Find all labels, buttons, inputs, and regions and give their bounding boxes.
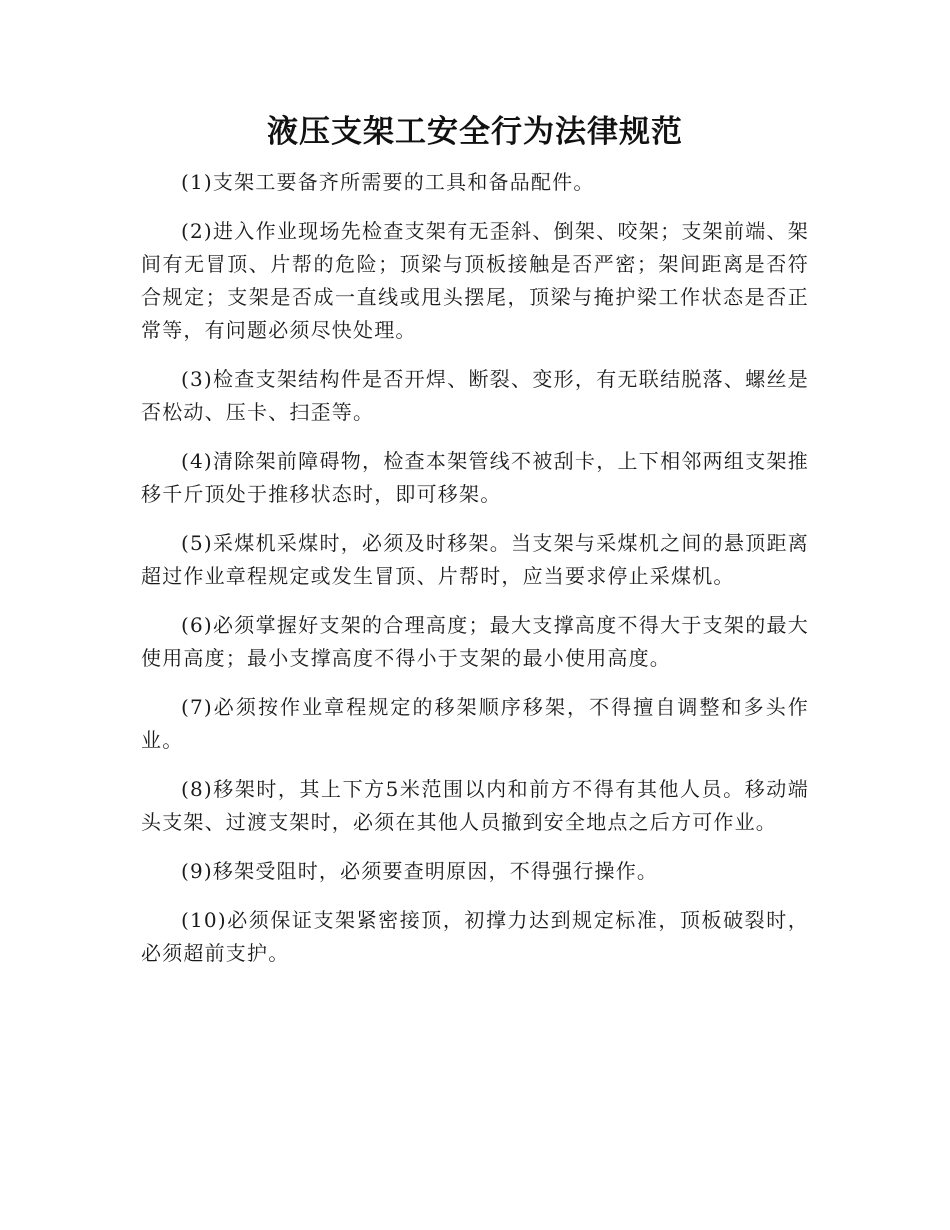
paragraph-10: (10)必须保证支架紧密接顶，初撑力达到规定标准，顶板破裂时，必须超前支护。 <box>141 908 809 965</box>
paragraph-6: (6)必须掌握好支架的合理高度；最大支撑高度不得大于支架的最大使用高度；最小支撑高度不得小于支架的最小使用高度。 <box>141 613 809 670</box>
paragraph-7: (7)必须按作业章程规定的移架顺序移架，不得擅自调整和多头作业。 <box>141 695 809 752</box>
paragraph-4: (4)清除架前障碍物，检查本架管线不被刮卡，上下相邻两组支架推移千斤顶处于推移状态时，即可移架。 <box>141 449 809 506</box>
paragraph-1: (1)支架工要备齐所需要的工具和备品配件。 <box>181 170 595 194</box>
paragraph-5: (5)采煤机采煤时，必须及时移架。当支架与采煤机之间的悬顶距离超过作业章程规定或发生冒顶、片帮时，应当要求停止采煤机。 <box>141 531 809 588</box>
paragraph-9: (9)移架受阻时，必须要查明原因，不得强行操作。 <box>181 859 659 883</box>
paragraph-8: (8)移架时，其上下方5米范围以内和前方不得有其他人员。移动端头支架、过渡支架时，必须在其他人员撤到安全地点之后方可作业。 <box>141 777 809 834</box>
paragraph-2: (2)进入作业现场先检查支架有无歪斜、倒架、咬架；支架前端、架间有无冒顶、片帮的危险；顶梁与顶板接触是否严密；架间距离是否符合规定；支架是否成一直线或甩头摆尾，顶梁与掩护梁工作状态是否正常等，有问题必须尽快处理。 <box>141 219 809 342</box>
paragraph-3: (3)检查支架结构件是否开焊、断裂、变形，有无联结脱落、螺丝是否松动、压卡、扫歪等。 <box>141 367 809 424</box>
document-body <box>141 166 809 986</box>
document-title: 液压支架工安全行为法律规范 <box>267 114 683 150</box>
